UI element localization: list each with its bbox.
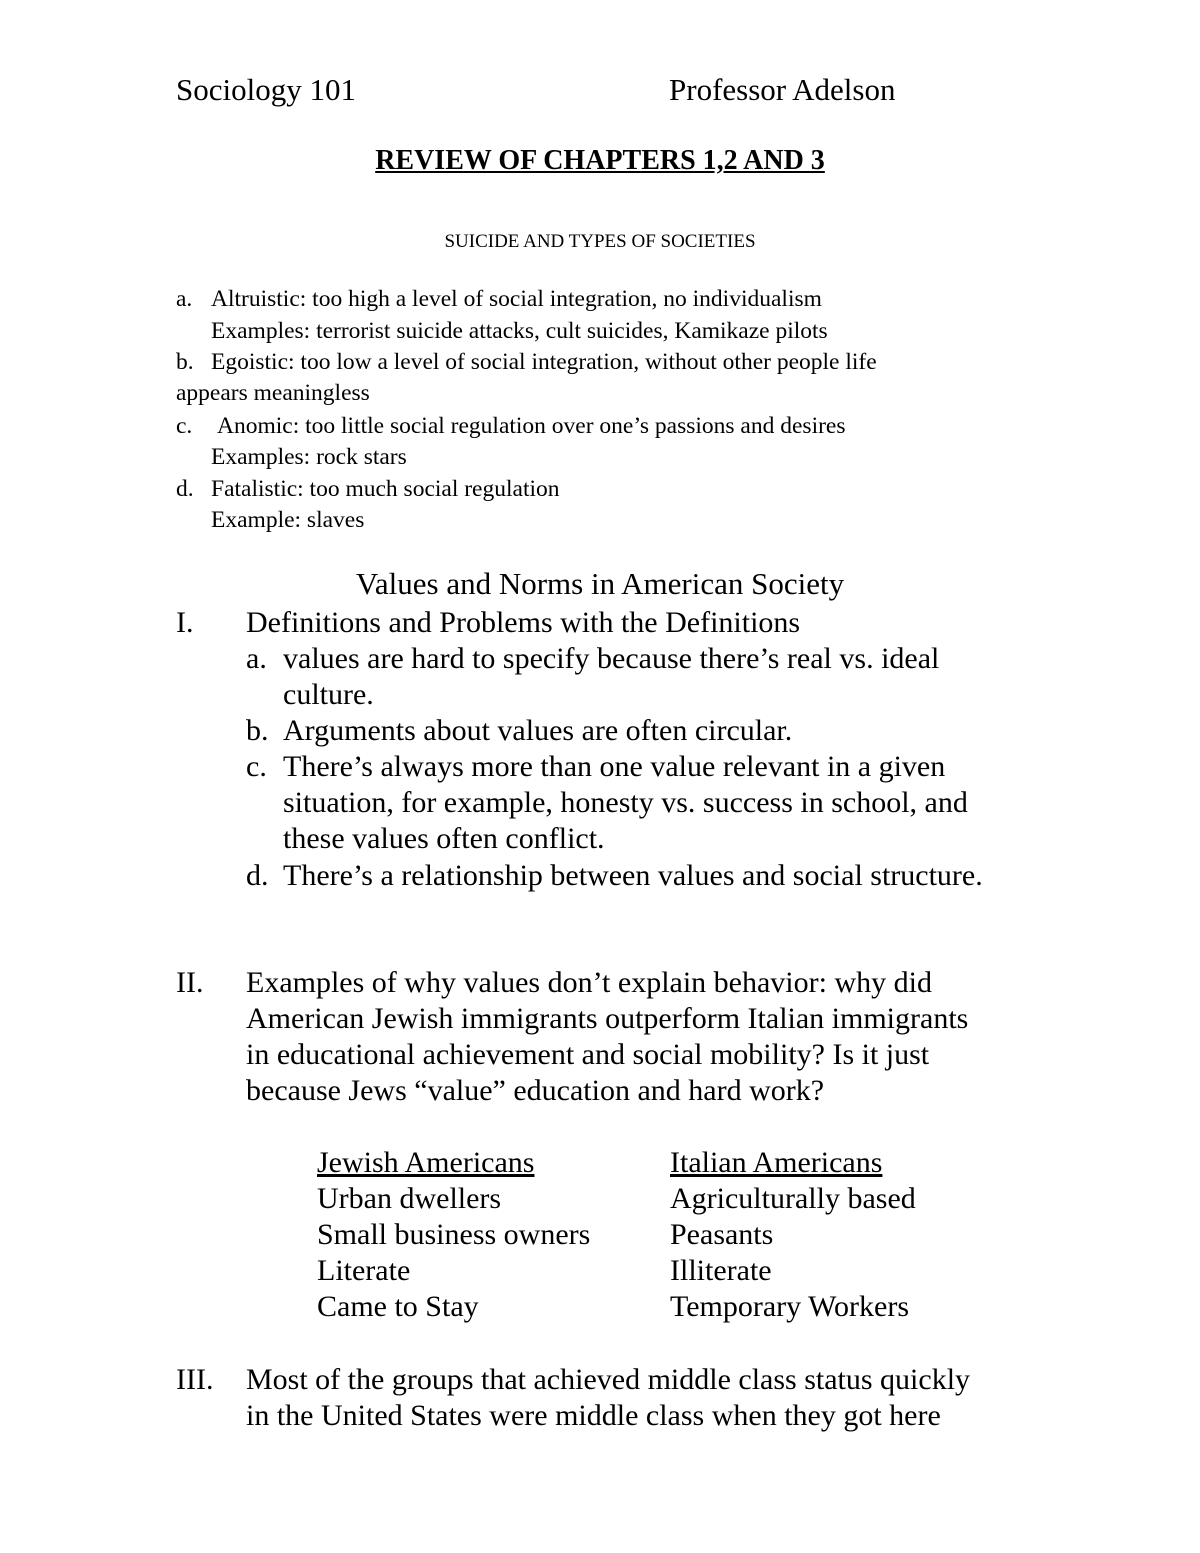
- outline-heading: Definitions and Problems with the Definitions: [246, 606, 801, 639]
- list-item: culture.: [283, 678, 374, 711]
- paragraph-line: Examples of why values don’t explain behavior: why did: [246, 966, 932, 999]
- table-cell: Small business owners: [317, 1218, 591, 1251]
- paragraph-line: in the United States were middle class when they got here: [246, 1399, 941, 1432]
- paragraph-line: in educational achievement and social mobility? Is it just: [246, 1038, 930, 1071]
- column-header-jewish: Jewish Americans: [317, 1146, 535, 1179]
- table-cell: Urban dwellers: [317, 1182, 502, 1215]
- column-header-italian: Italian Americans: [670, 1146, 883, 1179]
- list-marker: a.: [246, 642, 267, 675]
- list-item: Fatalistic: too much social regulation: [211, 476, 560, 502]
- list-marker: d.: [246, 859, 269, 892]
- list-marker: a.: [176, 286, 193, 312]
- document-title: REVIEW OF CHAPTERS 1,2 AND 3: [375, 145, 825, 176]
- list-marker: b.: [246, 714, 269, 747]
- table-cell: Agriculturally based: [670, 1182, 916, 1215]
- table-cell: Came to Stay: [317, 1290, 479, 1323]
- outline-marker: II.: [176, 966, 204, 999]
- list-item: Arguments about values are often circular.: [283, 714, 793, 747]
- list-item: Examples: terrorist suicide attacks, cult suicides, Kamikaze pilots: [211, 318, 828, 344]
- list-marker: c.: [176, 413, 193, 439]
- list-item: Anomic: too little social regulation over one’s passions and desires: [217, 413, 846, 439]
- list-item: There’s a relationship between values and social structure.: [283, 859, 983, 892]
- list-item: Example: slaves: [211, 507, 365, 533]
- table-cell: Literate: [317, 1254, 411, 1287]
- list-marker: c.: [246, 750, 267, 783]
- paragraph-line: Most of the groups that achieved middle class status quickly: [246, 1363, 971, 1396]
- outline-marker: III.: [176, 1363, 214, 1396]
- list-item: Egoistic: too low a level of social integration, without other people life: [211, 349, 877, 375]
- professor-name: Professor Adelson: [669, 72, 896, 107]
- list-marker: d.: [176, 476, 194, 502]
- list-item: Altruistic: too high a level of social integration, no individualism: [211, 286, 822, 312]
- list-item: Examples: rock stars: [211, 444, 407, 470]
- paragraph-line: because Jews “value” education and hard work?: [246, 1074, 825, 1107]
- table-cell: Illiterate: [670, 1254, 772, 1287]
- paragraph-line: American Jewish immigrants outperform Italian immigrants: [246, 1002, 969, 1035]
- list-item: these values often conflict.: [283, 822, 605, 855]
- list-item: situation, for example, honesty vs. success in school, and: [283, 786, 968, 819]
- table-cell: Temporary Workers: [670, 1290, 910, 1323]
- list-item: values are hard to specify because there’s real vs. ideal: [283, 642, 940, 675]
- list-item: appears meaningless: [176, 380, 370, 406]
- course-name: Sociology 101: [176, 72, 356, 107]
- document-subtitle: SUICIDE AND TYPES OF SOCIETIES: [444, 231, 756, 252]
- section-title: Values and Norms in American Society: [355, 566, 845, 601]
- outline-marker: I.: [176, 606, 194, 639]
- list-item: There’s always more than one value relevant in a given: [283, 750, 946, 783]
- table-cell: Peasants: [670, 1218, 774, 1251]
- list-marker: b.: [176, 349, 194, 375]
